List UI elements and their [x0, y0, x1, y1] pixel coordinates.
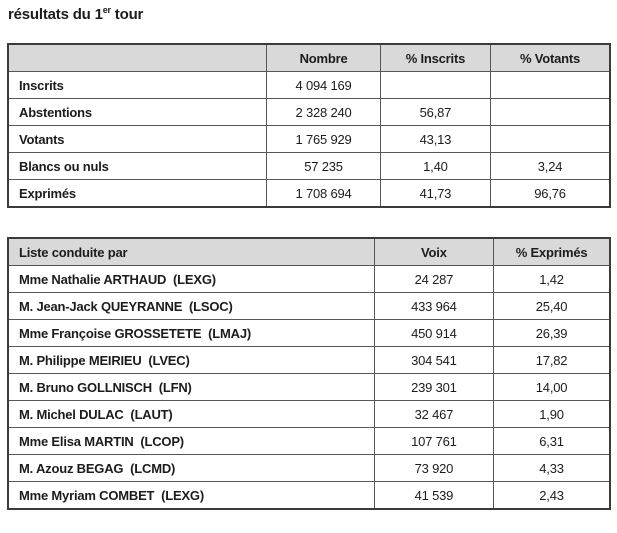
- nombre-value: 57 235: [267, 153, 380, 180]
- page-title: [8, 6, 617, 28]
- candidate-name: M. Azouz BEGAG (LCMD): [8, 455, 374, 482]
- pct-exprimes-value: 4,33: [494, 455, 610, 482]
- table-row: [8, 347, 610, 374]
- voix-value: 41 539: [374, 482, 493, 510]
- page-title-text: résultats du 1: [8, 6, 103, 23]
- nombre-value: 1 708 694: [267, 180, 380, 208]
- lists-header-pct-exprimes: % Exprimés: [494, 238, 610, 266]
- table-row: [8, 374, 610, 401]
- lists-header-voix: Voix: [374, 238, 493, 266]
- candidate-lists-table: [7, 237, 611, 510]
- results-summary-table: [7, 43, 611, 208]
- row-label: Abstentions: [8, 99, 267, 126]
- candidate-name: M. Michel DULAC (LAUT): [8, 401, 374, 428]
- nombre-value: 2 328 240: [267, 99, 380, 126]
- table-row: [8, 126, 610, 153]
- voix-value: 107 761: [374, 428, 493, 455]
- pct-exprimes-value: 1,42: [494, 266, 610, 293]
- nombre-value: 4 094 169: [267, 72, 380, 99]
- pct-exprimes-value: 26,39: [494, 320, 610, 347]
- pct-votants-value: [491, 72, 610, 99]
- pct-votants-value: 3,24: [491, 153, 610, 180]
- table-row: [8, 266, 610, 293]
- voix-value: 239 301: [374, 374, 493, 401]
- results-header-nombre: Nombre: [267, 44, 380, 72]
- voix-value: 433 964: [374, 293, 493, 320]
- results-header-pct-votants: % Votants: [491, 44, 610, 72]
- row-label: Blancs ou nuls: [8, 153, 267, 180]
- pct-inscrits-value: 1,40: [380, 153, 490, 180]
- table-row: [8, 320, 610, 347]
- row-label: Votants: [8, 126, 267, 153]
- pct-exprimes-value: 25,40: [494, 293, 610, 320]
- candidate-name: M. Philippe MEIRIEU (LVEC): [8, 347, 374, 374]
- pct-exprimes-value: 14,00: [494, 374, 610, 401]
- pct-inscrits-value: 56,87: [380, 99, 490, 126]
- table-row: [8, 153, 610, 180]
- pct-exprimes-value: 1,90: [494, 401, 610, 428]
- voix-value: 32 467: [374, 401, 493, 428]
- lists-header-liste: Liste conduite par: [8, 238, 374, 266]
- lists-header-row: [8, 238, 610, 266]
- voix-value: 73 920: [374, 455, 493, 482]
- table-row: [8, 293, 610, 320]
- pct-inscrits-value: 43,13: [380, 126, 490, 153]
- pct-votants-value: [491, 99, 610, 126]
- table-row: [8, 455, 610, 482]
- candidate-name: Mme Françoise GROSSETETE (LMAJ): [8, 320, 374, 347]
- pct-exprimes-value: 2,43: [494, 482, 610, 510]
- table-row: [8, 482, 610, 510]
- voix-value: 24 287: [374, 266, 493, 293]
- pct-exprimes-value: 6,31: [494, 428, 610, 455]
- pct-exprimes-value: 17,82: [494, 347, 610, 374]
- page-title-suffix: tour: [110, 6, 144, 23]
- row-label: Exprimés: [8, 180, 267, 208]
- results-header-row: [8, 44, 610, 72]
- candidate-name: Mme Nathalie ARTHAUD (LEXG): [8, 266, 374, 293]
- candidate-name: M. Jean-Jack QUEYRANNE (LSOC): [8, 293, 374, 320]
- voix-value: 450 914: [374, 320, 493, 347]
- pct-votants-value: 96,76: [491, 180, 610, 208]
- candidate-name: Mme Elisa MARTIN (LCOP): [8, 428, 374, 455]
- nombre-value: 1 765 929: [267, 126, 380, 153]
- candidate-name: Mme Myriam COMBET (LEXG): [8, 482, 374, 510]
- table-row: [8, 401, 610, 428]
- table-row: [8, 99, 610, 126]
- results-header-empty: [8, 44, 267, 72]
- pct-votants-value: [491, 126, 610, 153]
- candidate-name: M. Bruno GOLLNISCH (LFN): [8, 374, 374, 401]
- table-row: [8, 428, 610, 455]
- pct-inscrits-value: [380, 72, 490, 99]
- page-title-superscript: er: [102, 5, 111, 15]
- results-header-pct-inscrits: % Inscrits: [380, 44, 490, 72]
- table-row: [8, 72, 610, 99]
- row-label: Inscrits: [8, 72, 267, 99]
- pct-inscrits-value: 41,73: [380, 180, 490, 208]
- table-row: [8, 180, 610, 208]
- voix-value: 304 541: [374, 347, 493, 374]
